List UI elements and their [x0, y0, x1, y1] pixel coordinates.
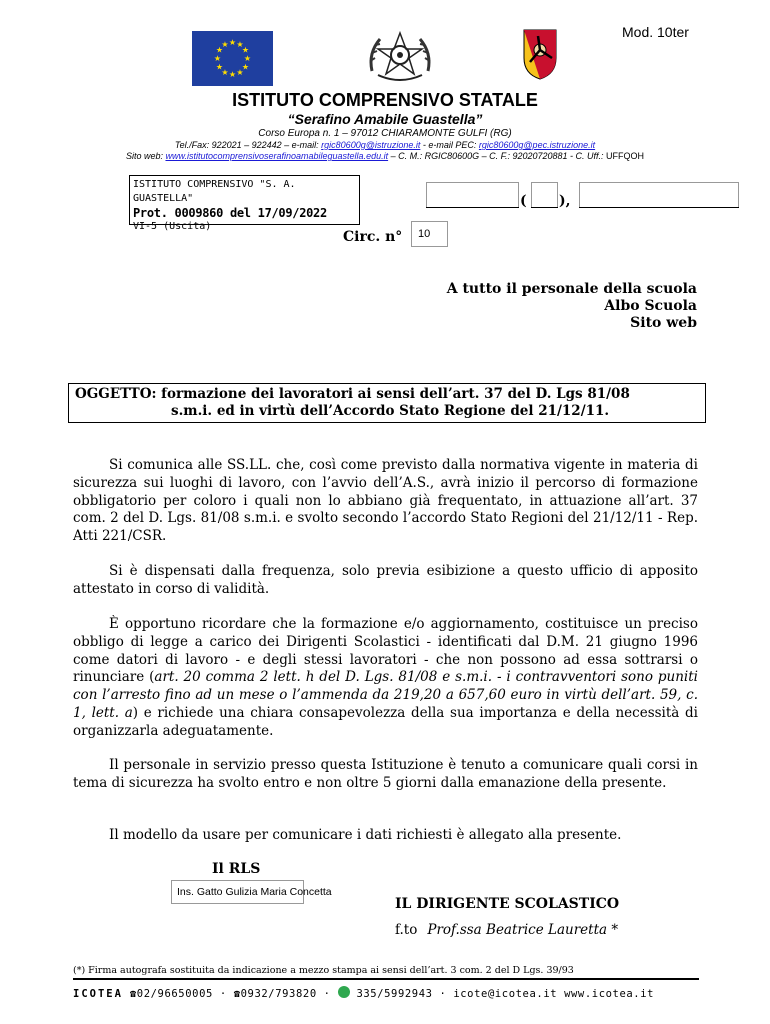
svg-text:★: ★: [213, 54, 222, 63]
school-title: ISTITUTO COMPRENSIVO STATALE: [232, 90, 538, 110]
recipient-staff: A tutto il personale della scuola: [446, 281, 697, 297]
body-paragraph-1: Si comunica alle SS.LL. che, così come previsto dalla normativa vigente in materia di sicurezza sui luoghi di lavoro, con l’avvio dell’A.S., avrà inizio il percorso di formazione obbligatorio per coloro i quali non lo abbiano già frequentato, in attuazione all’art. 37 com. 2 del D. Lgs. 81/08 s.m.i. e svolto secondo l’accordo Stato Regioni del 21/12/11 - Rep. Atti 221/CSR.: [73, 457, 698, 545]
body-paragraph-3: [73, 616, 698, 741]
svg-text:★: ★: [241, 62, 250, 72]
contact-line: [0, 140, 770, 150]
school-address: Corso Europa n. 1 – 97012 CHIARAMONTE GULFI (RG): [258, 128, 512, 139]
rls-name-field[interactable]: Ins. Gatto Gulizia Maria Concetta: [171, 880, 304, 904]
footer-phone-1: 02/96650005: [136, 988, 213, 1000]
eu-flag-logo: [192, 31, 273, 86]
footer-mobile: 335/5992943: [356, 988, 433, 1000]
headmaster-signature: [395, 922, 618, 938]
svg-text:★: ★: [215, 45, 224, 55]
circular-number-field[interactable]: 10: [411, 221, 448, 247]
footer-phone-2: 0932/793820: [240, 988, 317, 1000]
protocol-code-underline: [531, 207, 558, 208]
email-link[interactable]: rgic80600g@istruzione.it: [321, 140, 421, 150]
model-code: Mod. 10ter: [622, 24, 689, 40]
recipient-website: Sito web: [630, 315, 697, 331]
paragraph-3-text-a: È opportuno ricordare che la formazione e/o aggiornamento, costituisce un preciso obbligo di legge a carico dei Dirigenti Scolastici - identificati dal D.M. 21 giugno 1996 come datori di lavoro - e degli stessi lavoratori - che non possono ad essa sottrarsi o rinunciare (: [73, 616, 698, 686]
footer-website[interactable]: www.icotea.it: [564, 988, 655, 1000]
recipient-albo: Albo Scuola: [604, 298, 697, 314]
eu-stars: [192, 31, 273, 86]
italian-republic-emblem: [364, 27, 436, 85]
subject-line-1: OGGETTO: formazione dei lavoratori ai sensi dell’art. 37 del D. Lgs 81/08: [75, 386, 630, 402]
tel-text: Tel./Fax: 922021 – 922442 – e-mail:: [174, 140, 322, 150]
fto-label: f.to: [395, 922, 418, 938]
printer-footer: ICOTEA ☎02/96650005 · ☎0932/793820 · 335/5992943 · icote@icotea.it www.icotea.it: [73, 988, 655, 1000]
svg-text:★: ★: [243, 54, 252, 63]
paren-open: (: [520, 193, 527, 209]
svg-text:★: ★: [236, 68, 244, 77]
protocol-number-underline: [426, 207, 519, 208]
website-line: [0, 151, 770, 161]
codes-text: – C. M.: RGIC80600G – C. F.: 92020720881 - C. Uff.:: [388, 151, 607, 161]
body-paragraph-5: Il modello da usare per comunicare i dati richiesti è allegato alla presente.: [109, 827, 622, 843]
footer-brand: ICOTEA: [73, 988, 123, 1000]
protocol-date-field[interactable]: [579, 182, 739, 208]
signature-footnote: (*) Firma autografa sostituita da indicazione a mezzo stampa ai sensi dell’art. 3 com. 2 del D Lgs. 39/93: [73, 965, 574, 976]
whatsapp-icon: [338, 986, 350, 998]
circular-label: Circ. n°: [343, 229, 403, 245]
rls-label: Il RLS: [212, 861, 261, 877]
uff-code: UFFQOH: [606, 151, 645, 161]
protocol-class: VI-5 (Uscita): [133, 221, 212, 232]
svg-text:★: ★: [241, 45, 250, 55]
svg-text:★: ★: [221, 40, 229, 49]
protocol-code-field[interactable]: [531, 182, 558, 208]
headmaster-name: Prof.ssa Beatrice Lauretta *: [427, 922, 619, 938]
subject-line-2: s.m.i. ed in virtù dell’Accordo Stato Regione del 21/12/11.: [171, 403, 610, 419]
protocol-school: ISTITUTO COMPRENSIVO "S. A. GUASTELLA": [133, 179, 296, 204]
protocol-number: Prot. 0009860 del 17/09/2022: [133, 206, 327, 220]
sicily-region-emblem: [522, 28, 558, 80]
legal-reference: art. 20 comma 2 lett. h del D. Lgs. 81/08 e s.m.i. - i contravventori sono puniti con l’arresto fino ad un mese o l’ammenda da 219,20 a 657,60 euro in virtù dell’art. 59, c. 1, lett. a: [73, 669, 698, 721]
protocol-number-field[interactable]: [426, 182, 519, 208]
body-paragraph-2: Si è dispensati dalla frequenza, solo previa esibizione a questo ufficio di apposito attestato in corso di validità.: [73, 563, 698, 597]
svg-text:★: ★: [215, 62, 224, 72]
pec-link[interactable]: rgic80600g@pec.istruzione.it: [478, 140, 596, 150]
footer-divider: [73, 978, 699, 980]
svg-text:★: ★: [228, 70, 237, 79]
fax-icon: ☎: [233, 988, 241, 1000]
body-paragraph-4: Il personale in servizio presso questa Istituzione è tenuto a comunicare quali corsi in tema di sicurezza ha svolto entro e non oltre 5 giorni dalla emanazione della presente.: [73, 757, 698, 791]
website-link[interactable]: www.istitutocomprensivoserafinoamabileguastella.edu.it: [165, 151, 389, 161]
svg-text:★: ★: [221, 68, 229, 77]
svg-text:★: ★: [228, 38, 237, 47]
protocol-stamp: [129, 175, 360, 232]
website-label: Sito web:: [125, 151, 166, 161]
paren-close: ),: [559, 193, 571, 209]
footer-email[interactable]: icote@icotea.it: [453, 988, 558, 1000]
school-name: “Serafino Amabile Guastella”: [287, 111, 483, 127]
svg-text:★: ★: [236, 40, 244, 49]
protocol-date-underline: [579, 207, 739, 208]
paragraph-3-text-b: ) e richiede una chiara consapevolezza della sua importanza e della necessità di organizzarla adeguatamente.: [73, 704, 698, 739]
phone-icon: ☎: [129, 988, 137, 1000]
pec-label: - e-mail PEC:: [420, 140, 479, 150]
subject-box: [68, 383, 706, 423]
headmaster-label: IL DIRIGENTE SCOLASTICO: [395, 896, 620, 912]
